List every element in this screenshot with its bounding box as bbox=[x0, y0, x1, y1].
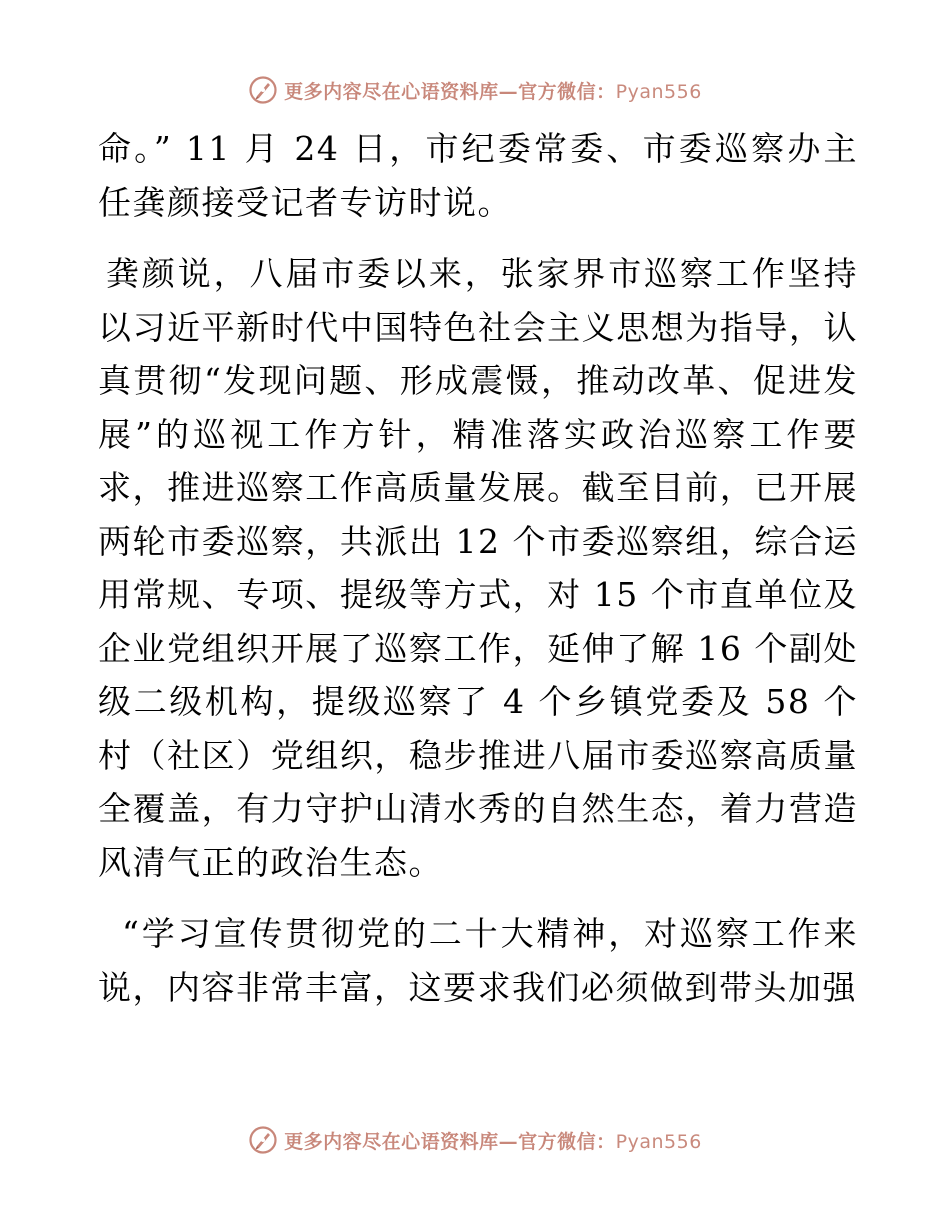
watermark-text: 更多内容尽在心语资料库—官方微信：Pyan556 bbox=[284, 1130, 702, 1153]
document-body bbox=[98, 122, 858, 1014]
watermark-wechat-id: Pyan556 bbox=[615, 80, 702, 103]
watermark-text: 更多内容尽在心语资料库—官方微信：Pyan556 bbox=[284, 80, 702, 103]
header-watermark bbox=[0, 72, 950, 108]
quill-pen-seal-icon bbox=[248, 75, 278, 105]
watermark-wechat-id: Pyan556 bbox=[615, 1130, 702, 1153]
quill-pen-seal-icon bbox=[248, 1125, 278, 1155]
paragraph-1: 命。” 11 月 24 日，市纪委常委、市委巡察办主任龚颜接受记者专访时说。 bbox=[98, 129, 858, 222]
paragraph-2: 龚颜说，八届市委以来，张家界市巡察工作坚持以习近平新时代中国特色社会主义思想为指导，认真贯彻“发现问题、形成震慑，推动改革、促进发展”的巡视工作方针，精准落实政治巡察工作要求，推进巡察工作高质量发展。截至目前，已开展两轮市委巡察，共派出 12 个市委巡察组，综合运用常规、专项、提级等方式，对 15 个市直单位及企业党组织开展了巡察工作，延伸了解 16 个副处级二级机构，提级巡察了 4 个乡镇党委及 58 个村（社区）党组织，稳步推进八届市委巡察高质量全覆盖，有力守护山清水秀的自然生态，着力营造风清气正的政治生态。 bbox=[98, 254, 858, 882]
paragraph-3: “学习宣传贯彻党的二十大精神，对巡察工作来说，内容非常丰富，这要求我们必须做到带头加强 bbox=[98, 914, 858, 1007]
footer-watermark bbox=[0, 1122, 950, 1158]
